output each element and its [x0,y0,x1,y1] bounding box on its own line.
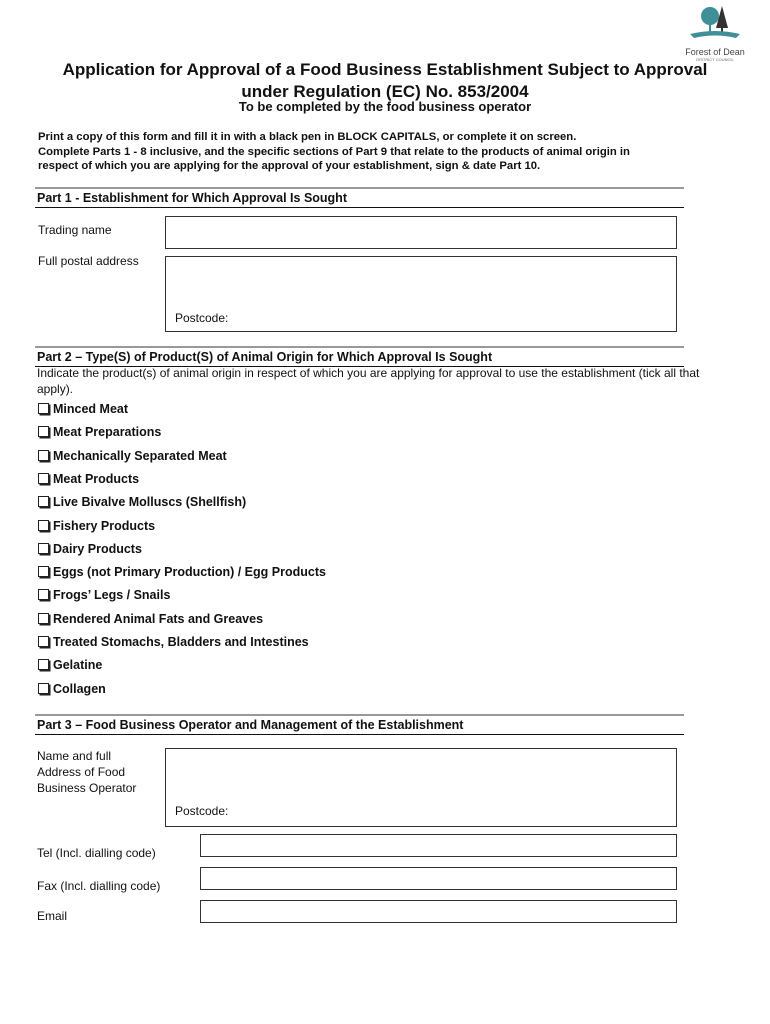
product-checkbox-item[interactable] [38,449,227,463]
checkbox[interactable] [38,589,49,600]
checkbox[interactable] [38,566,49,577]
subtitle: To be completed by the food business operator [238,99,532,114]
logo-text: Forest of Dean [685,47,745,57]
part1-heading: Part 1 - Establishment for Which Approval Is Sought [35,187,684,208]
logo-subtext: DISTRICT COUNCIL [696,57,734,62]
checkbox[interactable] [38,636,49,647]
trading-name-input[interactable] [165,216,677,249]
checkbox-label: Dairy Products [53,541,142,556]
checkbox-label: Gelatine [53,658,103,673]
address-input[interactable] [165,256,677,332]
checkbox[interactable] [38,659,49,670]
checkbox-label: Minced Meat [53,402,129,416]
instruction-line: Complete Parts 1 - 8 inclusive, and the specific sections of Part 9 that relate to the products of animal origin in [38,145,630,158]
operator-name-label [37,748,136,796]
operator-postcode-label: Postcode: [175,804,229,818]
checkbox[interactable] [38,543,49,554]
checkbox-label: Treated Stomachs, Bladders and Intestines [53,635,309,649]
checkbox[interactable] [38,450,49,461]
checkbox-label: Collagen [53,681,106,696]
product-checkbox-item[interactable] [38,472,139,486]
product-checkbox-item[interactable] [38,519,155,533]
label-line: Address of Food [37,765,126,779]
tree-logo-icon [676,4,754,42]
product-checkbox-item[interactable] [38,542,142,556]
part3-heading: Part 3 – Food Business Operator and Management of the Establishment [35,714,684,735]
address-label: Full postal address [38,254,139,268]
checkbox[interactable] [38,426,49,437]
email-input[interactable] [200,900,677,923]
checkbox[interactable] [38,496,49,507]
instruction-line: respect of which you are applying for the approval of your establishment, sign & date Part 10. [38,160,541,172]
instructions [38,130,718,174]
product-checkbox-item[interactable] [38,402,128,416]
checkbox[interactable] [38,403,49,414]
checkbox[interactable] [38,473,49,484]
product-checkbox-item[interactable] [38,425,161,439]
part2-heading: Part 2 – Type(S) of Product(S) of Animal Origin for Which Approval Is Sought [35,346,684,367]
product-checkbox-item[interactable] [38,635,309,649]
checkbox-label: Meat Products [53,471,140,486]
product-checkbox-item[interactable] [38,495,246,509]
email-label: Email [37,909,68,923]
product-checkbox-item[interactable] [38,565,326,579]
fax-input[interactable] [200,867,677,890]
fax-label: Fax (Incl. dialling code) [37,879,161,893]
tel-input[interactable] [200,834,677,857]
label-line: Name and full [37,749,112,763]
checkbox-label: Eggs (not Primary Production) / Egg Products [53,565,326,580]
checkbox[interactable] [38,613,49,624]
product-checkbox-item[interactable] [38,588,170,602]
postcode-label: Postcode: [175,311,229,325]
product-checkbox-item[interactable] [38,658,102,672]
checkbox[interactable] [38,520,49,531]
part2-intro: Indicate the product(s) of animal origin in respect of which you are applying for approval to use the establishment (tick all that apply). [37,366,700,396]
checkbox-label: Live Bivalve Molluscs (Shellfish) [53,495,247,510]
label-line: Business Operator [37,781,137,795]
page-title-line1: Application for Approval of a Food Business Establishment Subject to Approval [62,60,708,79]
checkbox-label: Rendered Animal Fats and Greaves [53,611,264,626]
page-title-line2: under Regulation (EC) No. 853/2004 [241,82,529,101]
trading-name-label: Trading name [38,223,112,237]
council-logo [676,4,754,62]
instruction-line: Print a copy of this form and fill it in with a black pen in BLOCK CAPITALS, or complete it on screen. [38,131,577,143]
checkbox-label: Frogs’ Legs / Snails [53,588,171,603]
operator-name-address-input[interactable] [165,748,677,827]
product-checkbox-item[interactable] [38,682,106,696]
checkbox-label: Mechanically Separated Meat [53,448,227,463]
checkbox-label: Meat Preparations [53,425,162,440]
tel-label: Tel (Incl. dialling code) [37,846,156,860]
checkbox[interactable] [38,683,49,694]
checkbox-label: Fishery Products [53,518,156,533]
product-checkbox-item[interactable] [38,612,263,626]
